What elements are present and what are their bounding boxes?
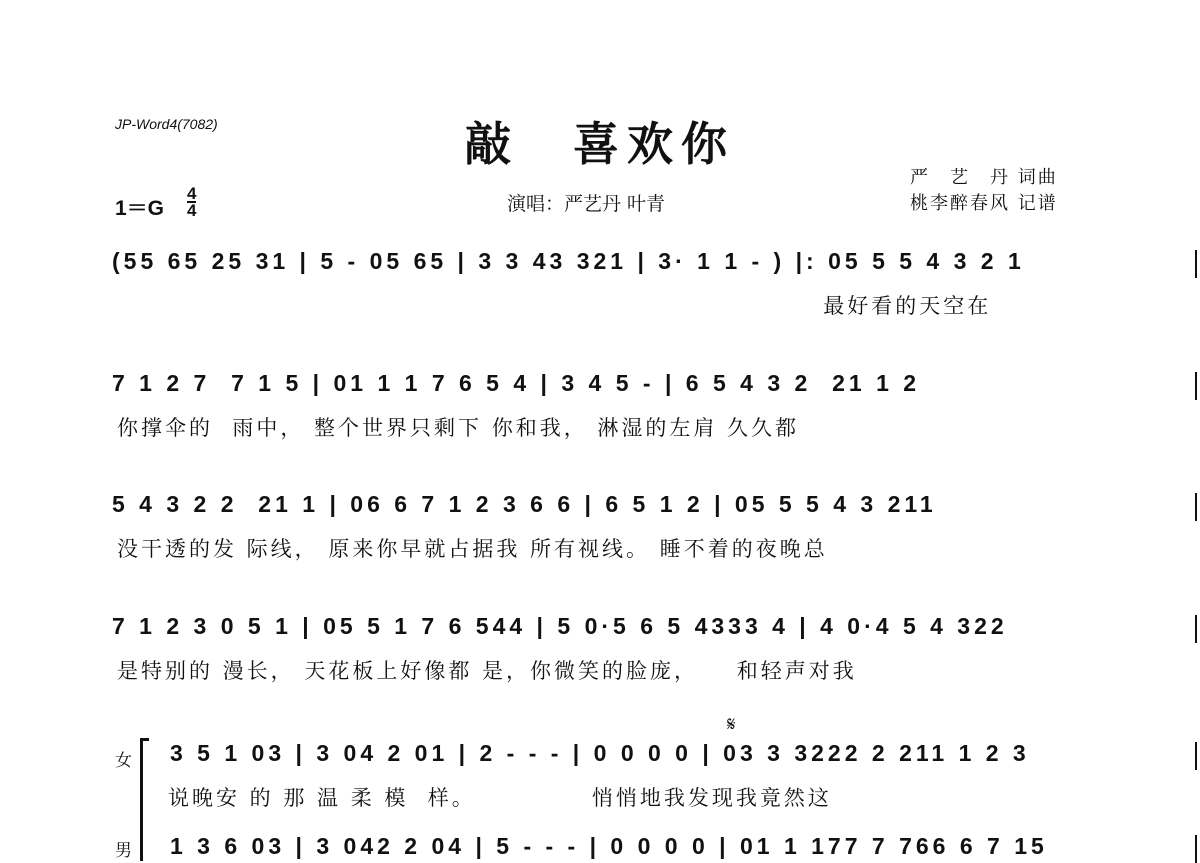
- key-signature: 1＝G: [115, 197, 165, 220]
- barline: [1195, 615, 1197, 643]
- notation-line: 1 3 6 03 | 3 042 2 04 | 5 - - - | 0 0 0 0 | 01 1 177 7 766 6 7 15: [170, 833, 1048, 859]
- score-credit: 桃李醉春风 记谱: [910, 193, 1058, 214]
- barline: [1195, 493, 1197, 521]
- singers: 演唱：严艺丹 叶青: [507, 193, 666, 215]
- notation-line: 3 5 1 03 | 3 04 2 01 | 2 - - - | 0 0 0 0 | 03 3 3222 2 211 1 2 3: [170, 740, 1030, 766]
- barline: [1195, 742, 1197, 770]
- lyrics-line: 你撑伞的 雨中， 整个世界只剩下 你和我， 淋湿的左肩 久久都: [117, 416, 800, 440]
- time-signature-top: 4: [187, 184, 197, 203]
- staff-brace: [140, 738, 149, 861]
- notation-line: 5 4 3 2 2 21 1 | 06 6 7 1 2 3 6 6 | 6 5 1 2 | 05 5 5 4 3 211: [112, 491, 937, 517]
- software-label: JP-Word4(7082): [115, 116, 218, 132]
- male-part-label: 男: [115, 841, 132, 861]
- female-part-label: 女: [115, 751, 132, 771]
- notation-line: (55 65 25 31 | 5 - 05 65 | 3 3 43 321 | 3· 1 1 - ) |: 05 5 5 4 3 2 1: [112, 248, 1025, 274]
- lyrics-line: 是特别的 漫长， 天花板上好像都 是，你微笑的脸庞， 和轻声对我: [117, 659, 857, 683]
- time-signature-bottom: 4: [187, 201, 197, 220]
- time-signature: [187, 186, 196, 218]
- lyrics-line: 没干透的发 际线， 原来你早就占据我 所有视线。 睡不着的夜晚总: [117, 537, 828, 561]
- song-title: 敲 喜欢你: [465, 117, 735, 171]
- lyrics-line: 最好看的天空在: [117, 294, 992, 318]
- barline: [1195, 372, 1197, 400]
- notation-line: 7 1 2 7 7 1 5 | 01 1 1 7 6 5 4 | 3 4 5 - | 6 5 4 3 2 21 1 2: [112, 370, 921, 396]
- notation-line: 7 1 2 3 0 5 1 | 05 5 1 7 6 544 | 5 0·5 6 5 4333 4 | 4 0·4 5 4 322: [112, 613, 1008, 639]
- barline: [1195, 250, 1197, 278]
- segno-icon: 𝄋: [727, 712, 736, 736]
- lyrics-credit: 严 艺 丹 词曲: [910, 167, 1058, 188]
- lyrics-line: 说晚安 的 那 温 柔 模 样。 悄悄地我发现我竟然这: [168, 786, 832, 810]
- barline: [1195, 835, 1197, 863]
